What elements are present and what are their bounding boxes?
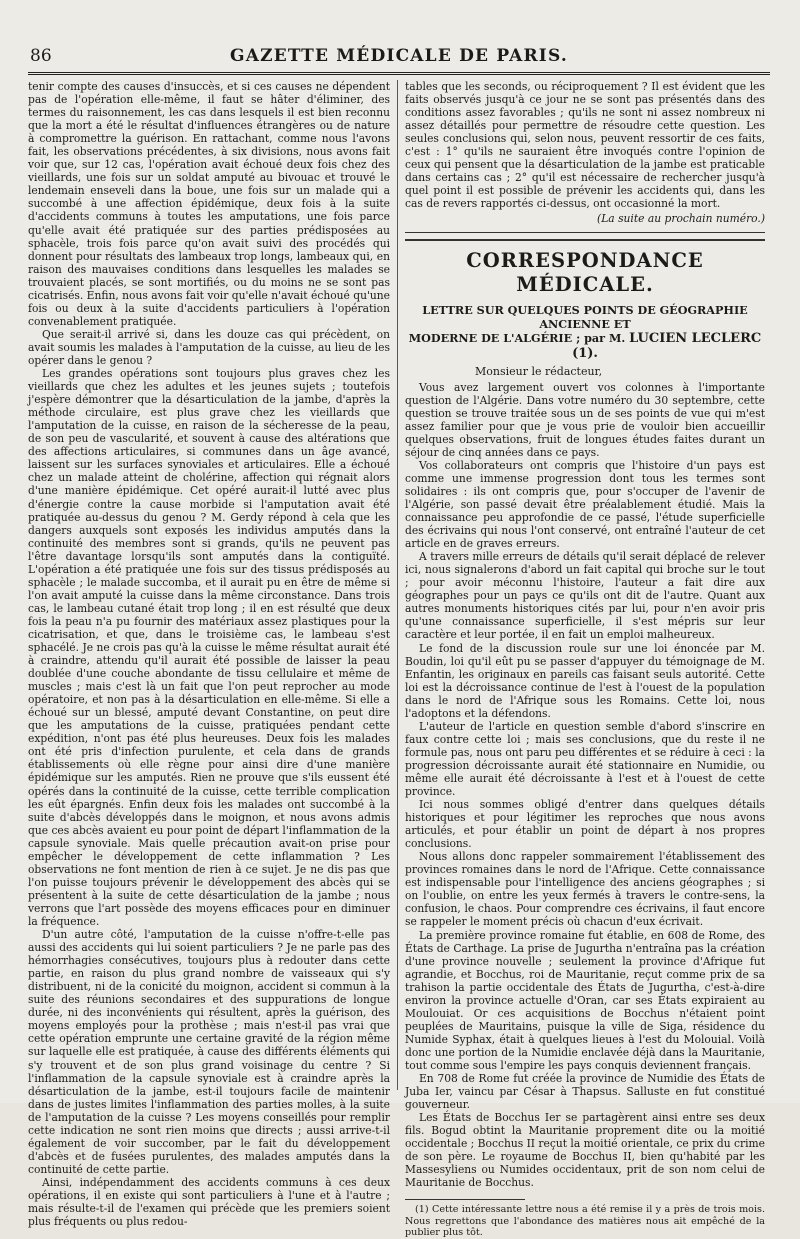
article-author: LUCIEN LECLERC (1). — [572, 330, 762, 361]
left-paragraph-1: tenir compte des causes d'insuccès, et si ces causes ne dépendent pas de l'opération elle-même, il faut se hâter d'éliminer, des termes du raisonnement, les cas dans lesquels il est bien reconnu que la mort a été le résultat d'influences étrangères ou de nature à compromettre la guérison. En rattachant, comme nous l'avons fait, les observations précédentes, à six divisions, nous avons fait voir que, sur 12 cas, l'opération avait échoué deux fois chez des vieillards, une fois sur un soldat amputé au bivouac et trouvé le lendemain enseveli dans la boue, une fois sur un malade qui a succombé à une affection épidémique, deux fois à la suite d'accidents communs à toutes les amputations, une fois parce qu'elle avait été pratiquée sur des parties prédisposées au sphacèle, trois fois parce qu'on avait suivi des procédés qui donnent pour résultats des lambeaux trop longs, lambeaux qui, en raison des mauvaises conditions dans lesquelles les malades se trouvaient placés, se sont mortifiés, ou du moins ne se sont pas cicatrisés. Enfin, nous avons fait voir qu'elle n'avait échoué qu'une fois ou deux à la suite d'accidents particuliers à l'opération convenablement pratiquée. — [28, 80, 390, 328]
article-title-line-1: LETTRE SUR QUELQUES POINTS DE GÉOGRAPHIE ANCIENNE ET — [422, 302, 748, 331]
salutation: Monsieur le rédacteur, — [475, 364, 603, 378]
article-title-line-2 — [405, 331, 765, 361]
right-paragraph-1: Vous avez largement ouvert vos colonnes à l'importante question de l'Algérie. Dans votre numéro du 30 septembre, cette question se trouve traitée sous un de ses points de vue qui m'est assez familier pour que je vous prie de vouloir bien accueillir quelques observations, fruit de longues études faites durant un séjour de cinq années dans ce pays. — [405, 380, 765, 459]
left-paragraph-5: Ainsi, indépendamment des accidents communs à ces deux opérations, il en existe qui sont particuliers à l'une et à l'autre ; mais résulte-t-il de l'examen qui précède que les premiers soient plus fréquents ou plus redou- — [28, 1175, 390, 1229]
left-column — [28, 80, 390, 1228]
section-rule-bottom — [405, 239, 765, 241]
page-header — [28, 42, 770, 75]
right-paragraph-2: Vos collaborateurs ont compris que l'histoire d'un pays est comme une immense progression dont tous les termes sont solidaires : ils ont compris que, pour s'occuper de l'avenir de l'Algérie, son passé devait être préalablement étudié. Mais la connaissance peu approfondie de ce passé, l'étude superficielle des écrivains qui nous l'ont conservé, ont entraîné l'auteur de cet article en de graves erreurs. — [405, 458, 765, 551]
page-number: 86 — [30, 46, 52, 66]
right-paragraph-7: Nous allons donc rappeler sommairement l'établissement des provinces romaines dans le nord de l'Afrique. Cette connaissance est indispensable pour l'intelligence des anciens géographes ; si on l'oublie, on entre les yeux fermés à travers le contre-sens, la confusion, le chaos. Pour comprendre ces écrivains, il faut encore se rappeler le moment précis où chacun d'eux écrivait. — [405, 850, 765, 929]
article-title — [405, 303, 765, 361]
continued-paragraph: tables que les seconds, ou réciproquement ? Il est évident que les faits observés jusqu'à ce jour ne se sont pas présentés dans des conditions assez favorables ; qu'ils ne sont ni assez nombreux ni assez détaillés pour permettre de résoudre cette question. Les seules conclusions qui, selon nous, peuvent ressortir de ces faits, c'est : 1° qu'ils ne sauraient être invoqués contre l'opinion de ceux qui pensent que la désarticulation de la jambe est praticable dans certains cas ; 2° qu'il est nécessaire de rechercher jusqu'à quel point il est possible de prévenir les accidents qui, dans les cas de revers rapportés ci-dessus, ont occasionné la mort. — [405, 80, 765, 211]
right-paragraph-4: Le fond de la discussion roule sur une loi énoncée par M. Boudin, loi qu'il eût pu se passer d'appuyer du témoignage de M. Enfantin, les originaux en pareils cas faisant seuls autorité. Cette loi est la décroissance continue de l'est à l'ouest de la population dans le nord de l'Afrique sous les Romains. Cette loi, nous l'adoptons et la défendons. — [405, 641, 765, 720]
article-title-line-2-text: MODERNE DE L'ALGÉRIE ; par M. — [408, 330, 630, 345]
left-paragraph-4: D'un autre côté, l'amputation de la cuisse n'offre-t-elle pas aussi des accidents qui lui soient particuliers ? Je ne parle pas des hémorrhagies consécutives, toujours plus à redouter dans cette partie, en raison du plus grand nombre de vaisseaux qui s'y distribuent, ni de la conicité du moignon, accident si commun à la suite des réunions secondaires et des suppurations de longue durée, ni des inconvénients qui résultent, après la guérison, des moyens employés pour la prothèse ; mais n'est-il pas vrai que cette opération emprunte une certaine gravité de la région même sur laquelle elle est pratiquée, à cause des différents éléments qui s'y trouvent et de son plus grand voisinage du centre ? Si l'inflammation de la capsule synoviale est à craindre après la désarticulation de la jambe, est-il toujours facile de maintenir dans de justes limites l'inflammation des parties molles, à la suite de l'amputation de la cuisse ? Les moyens conseillés pour remplir cette indication ne sont rien moins que directs ; aussi arrive-t-il également de voir succomber, par le fait du développement d'abcès et de fusées purulentes, des malades amputés dans la continuité de cette partie. — [28, 928, 390, 1176]
section-title: CORRESPONDANCE MÉDICALE. — [466, 248, 704, 296]
right-paragraph-9: En 708 de Rome fut créée la province de Numidie des États de Juba Ier, vaincu par César à Thapsus. Salluste en fut constitué gouverneur. — [405, 1072, 765, 1112]
footnote: (1) Cette intéressante lettre nous a été remise il y a près de trois mois. Nous regrettons que l'abondance des matières nous ait empêché de la publier plus tôt. — [405, 1204, 765, 1239]
left-paragraph-3: Les grandes opérations sont toujours plus graves chez les vieillards que chez les adultes et les jeunes sujets ; toutefois j'espère démontrer que la désarticulation de la jambe, d'après la méthode circulaire, est plus grave chez les vieillards que l'amputation de la cuisse, en raison de la sécheresse de la peau, de son peu de vascularité, et souvent à cause des altérations que des affections articulaires, si communes dans un âge avancé, laissent sur les surfaces synoviales et articulaires. Elle a échoué chez un malade atteint de cholérine, affection qui régnait alors d'une manière épidémique. Cet opéré aurait-il lutté avec plus d'énergie contre la cause morbide si l'amputation avait été pratiquée au-dessus du genou ? M. Gerdy répond à cela que les dangers auxquels sont exposés les individus amputés dans la continuité des membres sont si grands, qu'ils ne peuvent pas l'être davantage lorsqu'ils sont amputés dans la contiguïté. L'opération a été pratiquée une fois sur des tissus prédisposés au sphacèle ; le malade succomba, et il aurait pu en être de même si l'on avait amputé la cuisse dans la même circonstance. Dans trois cas, le lambeau cutané était trop long ; il en est résulté que deux fois la peau n'a pu fournir des matériaux assez plastiques pour la cicatrisation, et que, dans le troisième cas, le lambeau s'est sphacélé. Je ne crois pas qu'à la cuisse le même résultat aurait été à craindre, attendu qu'il aurait été possible de laisser la peau doublée d'une couche abondante de tissu cellulaire et même de muscles ; mais c'est là un fait que l'on peut reprocher au mode opératoire, et non pas à la désarticulation en elle-même. Si elle a échoué sur un blessé, amputé devant Constantine, on peut dire que les amputations de la cuisse, pratiquées pendant cette expédition, n'ont pas été plus heureuses. Deux fois les malades ont été pris d'infection purulente, et cela dans de grands établissements où elle règne pour ainsi dire d'une manière épidémique sur les amputés. Rien ne prouve que s'ils eussent été opérés dans la continuité de la cuisse, cette terrible complication les eût épargnés. Enfin deux fois les malades ont succombé à la suite d'abcès développés dans le moignon, et nous avons admis que ces abcès avaient eu pour point de départ l'inflammation de la capsule synoviale. Mais quelle précaution avait-on prise pour empêcher le développement de cette inflammation ? Les observations ne font mention de rien à ce sujet. Je ne dis pas que l'on puisse toujours prévenir le développement des abcès qui se présentent à la suite de cette désarticulation de la jambe ; nous verrons que l'art possède des moyens efficaces pour en diminuer la fréquence. — [28, 367, 391, 928]
right-column — [405, 80, 765, 1239]
right-paragraph-8: La première province romaine fut établie, en 608 de Rome, des États de Carthage. La prise de Jugurtha n'entraîna pas la création d'une province nouvelle ; seulement la province d'Afrique fut agrandie, et Bocchus, roi de Mauritanie, reçut comme prix de sa trahison la partie occidentale des États de Jugurtha, c'est-à-dire environ la province actuelle d'Oran, car ses États expiraient au Moulouiat. Or ces acquisitions de Bocchus n'étaient point peuplées de Mauritains, puisque la ville de Siga, résidence du Numide Syphax, était à quelques lieues à l'est du Molouial. Voilà donc une portion de la Numidie enclavée déjà dans la Mauritanie, tout comme sous l'empire les pays conquis deviennent français. — [405, 928, 765, 1072]
right-paragraph-6: Ici nous sommes obligé d'entrer dans quelques détails historiques et pour légitimer les reproches que nous avons articulés, et pour établir un point de départ à nos propres conclusions. — [405, 798, 765, 851]
right-paragraph-10: Les États de Bocchus Ier se partagèrent ainsi entre ses deux fils. Bogud obtint la Mauritanie proprement dite ou la moitié occidentale ; Bocchus II reçut la moitié orientale, ce prix du crime de son père. Le royaume de Bocchus II, bien qu'habité par les Massesyliens ou Numides occidentaux, prit de son nom celui de Mauritanie de Bocchus. — [405, 1111, 765, 1190]
to-be-continued-note: (La suite au prochain numéro.) — [597, 212, 765, 226]
section-rule-top — [405, 232, 765, 233]
column-divider — [397, 80, 398, 1090]
right-paragraph-3: A travers mille erreurs de détails qu'il serait déplacé de relever ici, nous signalerons d'abord un fait capital qui broche sur le tout ; pour avoir méconnu l'histoire, l'auteur a fait dire aux géographes pour un pays ce qu'ils ont dit de l'autre. Quant aux autres monuments historiques cités par lui, pour n'en avoir pris qu'une connaissance superficielle, il s'est mépris sur leur caractère et leur portée, il en fait un emploi malheureux. — [405, 550, 765, 642]
footnote-rule — [405, 1199, 525, 1200]
journal-title: GAZETTE MÉDICALE DE PARIS. — [230, 46, 568, 66]
left-paragraph-2: Que serait-il arrivé si, dans les douze cas qui précèdent, on avait soumis les malades à l'amputation de la cuisse, au lieu de les opérer dans le genou ? — [28, 327, 390, 367]
right-paragraph-5: L'auteur de l'article en question semble d'abord s'inscrire en faux contre cette loi ; mais ses conclusions, que du reste il ne formule pas, nous ont paru peu différentes et se réduire à ceci : la progression décroissante aurait été stationnaire en Numidie, ou même elle aurait été décroissante à l'est et à l'ouest de cette province. — [405, 719, 765, 799]
